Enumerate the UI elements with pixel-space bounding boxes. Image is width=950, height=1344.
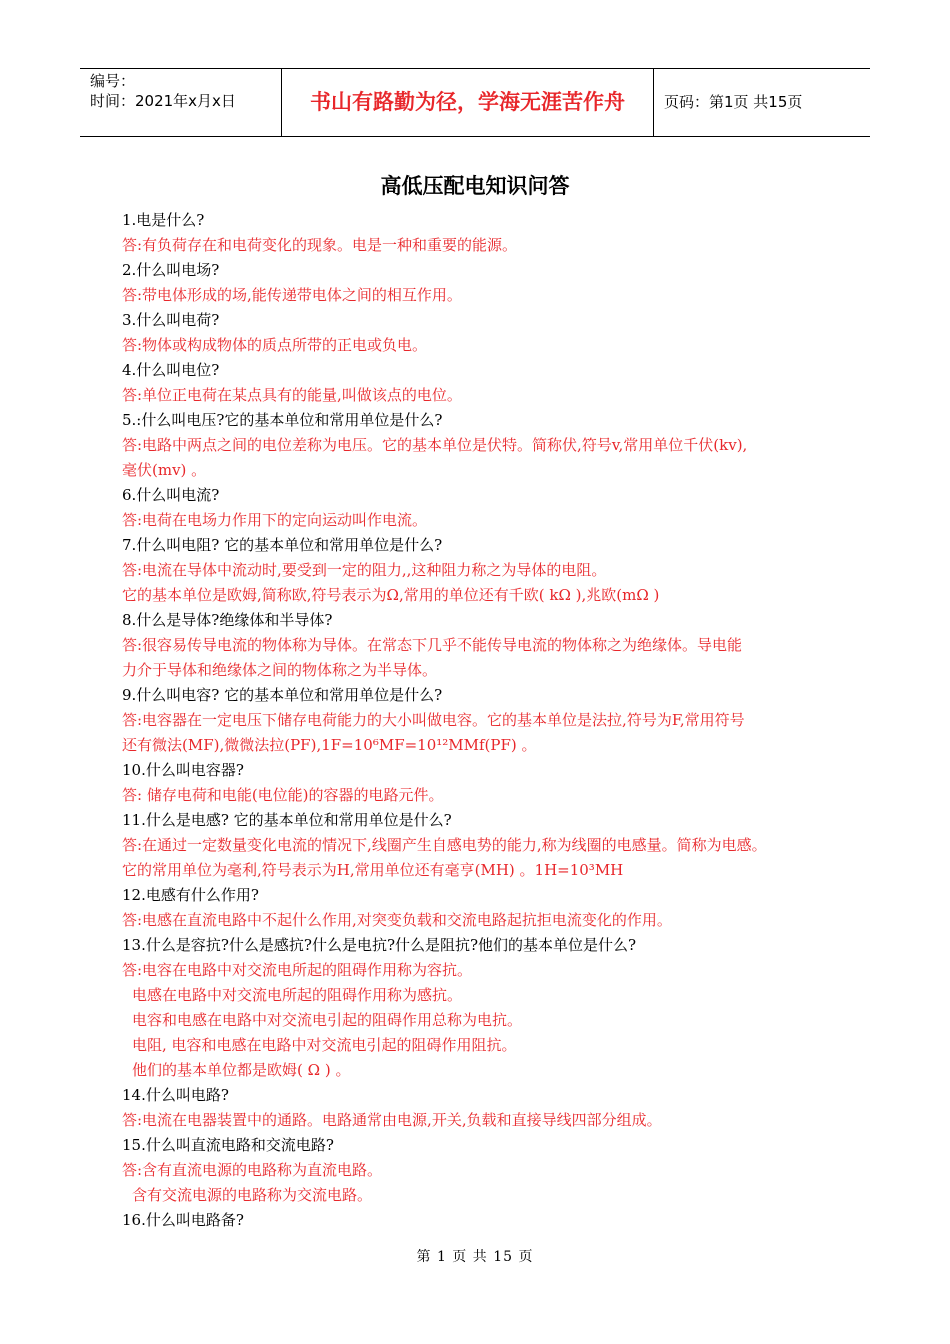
answer-line: 答:电流在电器装置中的通路。电路通常由电源,开关,负载和直接导线四部分组成。 [122, 1111, 662, 1129]
answer-line: 答:电容在电路中对交流电所起的阻碍作用称为容抗。 [122, 961, 473, 979]
answer-line: 答:电容器在一定电压下储存电荷能力的大小叫做电容。它的基本单位是法拉,符号为F,常用符号 [122, 711, 745, 729]
document-header [80, 68, 870, 137]
answer-line: 毫伏(mv) 。 [122, 461, 207, 479]
header-page-info: 页码：第1页 共15页 [664, 93, 803, 111]
question-line: 3.什么叫电荷? [122, 311, 220, 329]
answer-line: 力介于导体和绝缘体之间的物体称之为半导体。 [122, 661, 438, 679]
qa-content [122, 208, 842, 1233]
question-line: 5.:什么叫电压?它的基本单位和常用单位是什么? [122, 411, 443, 429]
answer-line: 还有微法(MF),微微法拉(PF),1F=10⁶MF=10¹²MMf(PF) 。 [122, 736, 537, 754]
answer-line: 答:电感在直流电路中不起什么作用,对突变负载和交流电路起抗拒电流变化的作用。 [122, 911, 672, 929]
question-line: 15.什么叫直流电路和交流电路? [122, 1136, 334, 1154]
answer-line: 答: 储存电荷和电能(电位能)的容器的电路元件。 [122, 786, 444, 804]
answer-line: 答:电路中两点之间的电位差称为电压。它的基本单位是伏特。简称伏,符号v,常用单位千伏(kv), [122, 436, 748, 454]
answer-line: 答:带电体形成的场,能传递带电体之间的相互作用。 [122, 286, 462, 304]
question-line: 2.什么叫电场? [122, 261, 220, 279]
page-footer: 第 1 页 共 15 页 [416, 1249, 534, 1265]
question-line: 7.什么叫电阻? 它的基本单位和常用单位是什么? [122, 536, 443, 554]
question-line: 9.什么叫电容? 它的基本单位和常用单位是什么? [122, 686, 443, 704]
answer-line: 答:有负荷存在和电荷变化的现象。电是一种和重要的能源。 [122, 236, 518, 254]
document-title: 高低压配电知识问答 [380, 174, 570, 198]
question-line: 8.什么是导体?绝缘体和半导体? [122, 611, 333, 629]
answer-line: 电阻, 电容和电感在电路中对交流电引起的阻碍作用阻抗。 [132, 1036, 517, 1054]
answer-line: 答:含有直流电源的电路称为直流电路。 [122, 1161, 383, 1179]
header-motto: 书山有路勤为径，学海无涯苦作舟 [282, 69, 654, 136]
answer-line: 答:很容易传导电流的物体称为导体。在常态下几乎不能传导电流的物体称之为绝缘体。导电能 [122, 636, 743, 654]
answer-line: 电容和电感在电路中对交流电引起的阻碍作用总称为电抗。 [132, 1011, 523, 1029]
question-line: 1.电是什么? [122, 211, 205, 229]
answer-line: 他们的基本单位都是欧姆( Ω ) 。 [132, 1061, 351, 1079]
question-line: 10.什么叫电容器? [122, 761, 244, 779]
answer-line: 答:物体或构成物体的质点所带的正电或负电。 [122, 336, 428, 354]
answer-line: 答:单位正电荷在某点具有的能量,叫做该点的电位。 [122, 386, 462, 404]
answer-line: 含有交流电源的电路称为交流电路。 [132, 1186, 373, 1204]
time-label: 时间：2021年x月x日 [90, 92, 236, 110]
answer-line: 电感在电路中对交流电所起的阻碍作用称为感抗。 [132, 986, 463, 1004]
question-line: 12.电感有什么作用? [122, 886, 259, 904]
answer-line: 答:电流在导体中流动时,要受到一定的阻力,,这种阻力称之为导体的电阻。 [122, 561, 607, 579]
question-line: 16.什么叫电路备? [122, 1211, 244, 1229]
question-line: 14.什么叫电路? [122, 1086, 229, 1104]
header-meta-cell [80, 69, 282, 136]
question-line: 4.什么叫电位? [122, 361, 220, 379]
question-line: 6.什么叫电流? [122, 486, 220, 504]
number-label: 编号： [90, 72, 136, 90]
answer-line: 答:电荷在电场力作用下的定向运动叫作电流。 [122, 511, 428, 529]
answer-line: 答:在通过一定数量变化电流的情况下,线圈产生自感电势的能力,称为线圈的电感量。简称为电感。 [122, 836, 767, 854]
answer-line: 它的常用单位为毫利,符号表示为H,常用单位还有毫亨(MH) 。1H=10³MH [122, 861, 624, 879]
question-line: 13.什么是容抗?什么是感抗?什么是电抗?什么是阻抗?他们的基本单位是什么? [122, 936, 637, 954]
answer-line: 它的基本单位是欧姆,简称欧,符号表示为Ω,常用的单位还有千欧( kΩ ),兆欧(mΩ ) [122, 586, 660, 604]
question-line: 11.什么是电感? 它的基本单位和常用单位是什么? [122, 811, 452, 829]
